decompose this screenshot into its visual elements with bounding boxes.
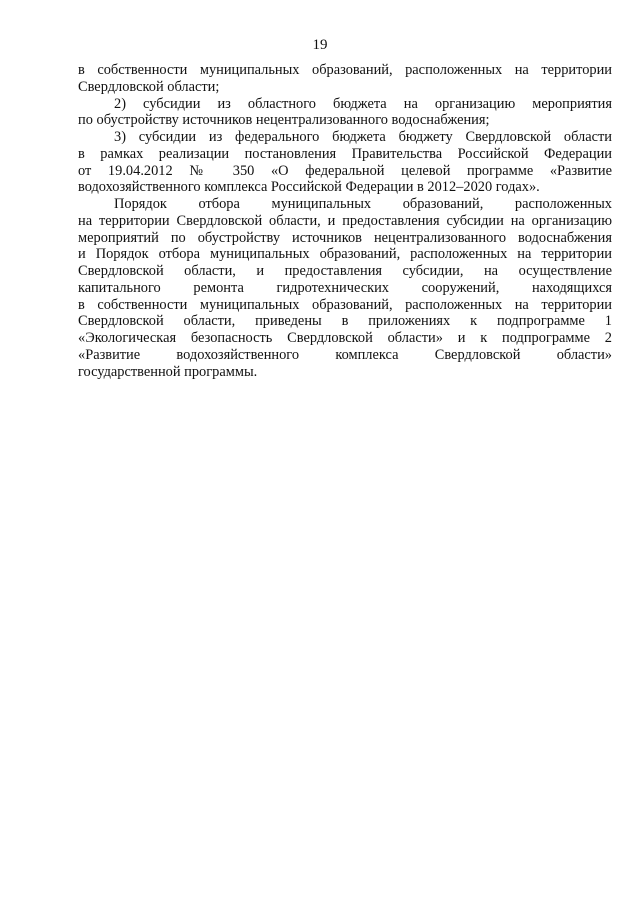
text-line: 3) субсидии из федерального бюджета бюджету Свердловской области — [114, 129, 612, 145]
text-line: на территории Свердловской области, и предоставления субсидии на организацию — [78, 212, 612, 229]
text-line: 2) субсидии из областного бюджета на организацию мероприятия — [114, 95, 612, 112]
text-line: Порядок отбора муниципальных образований, расположенных — [114, 196, 612, 212]
text-line: Свердловской области; — [78, 78, 220, 95]
text-line: Свердловской области, приведены в приложениях к подпрограмме 1 — [78, 313, 612, 330]
text-line: в рамках реализации постановления Правительства Российской Федерации — [78, 145, 612, 162]
paragraph — [78, 62, 612, 96]
text-line: «Развитие водохозяйственного комплекса Свердловской области» — [78, 346, 612, 363]
text-line: в собственности муниципальных образований, расположенных на территории — [78, 62, 612, 78]
text-line: водохозяйственного комплекса Российской Федерации в 2012–2020 годах». — [78, 179, 540, 196]
text-line: и Порядок отбора муниципальных образований, расположенных на территории — [78, 246, 612, 263]
paragraph — [78, 129, 612, 196]
text-line: в собственности муниципальных образований, расположенных на территории — [78, 296, 612, 313]
paragraph — [78, 96, 612, 130]
text-line: мероприятий по обустройству источников нецентрализованного водоснабжения — [78, 229, 612, 246]
text-line: по обустройству источников нецентрализованного водоснабжения; — [78, 112, 490, 129]
page-number: 19 — [312, 37, 328, 53]
text-line: Свердловской области, и предоставления субсидии, на осуществление — [78, 263, 612, 279]
text-line: от 19.04.2012 № 350 «О федеральной целевой программе «Развитие — [78, 162, 612, 179]
paragraph — [78, 196, 612, 380]
text-line: капитального ремонта гидротехнических сооружений, находящихся — [78, 279, 612, 296]
document-body — [78, 62, 612, 380]
text-line: «Экологическая безопасность Свердловской области» и к подпрограмме 2 — [78, 330, 612, 346]
text-line: государственной программы. — [78, 363, 258, 380]
